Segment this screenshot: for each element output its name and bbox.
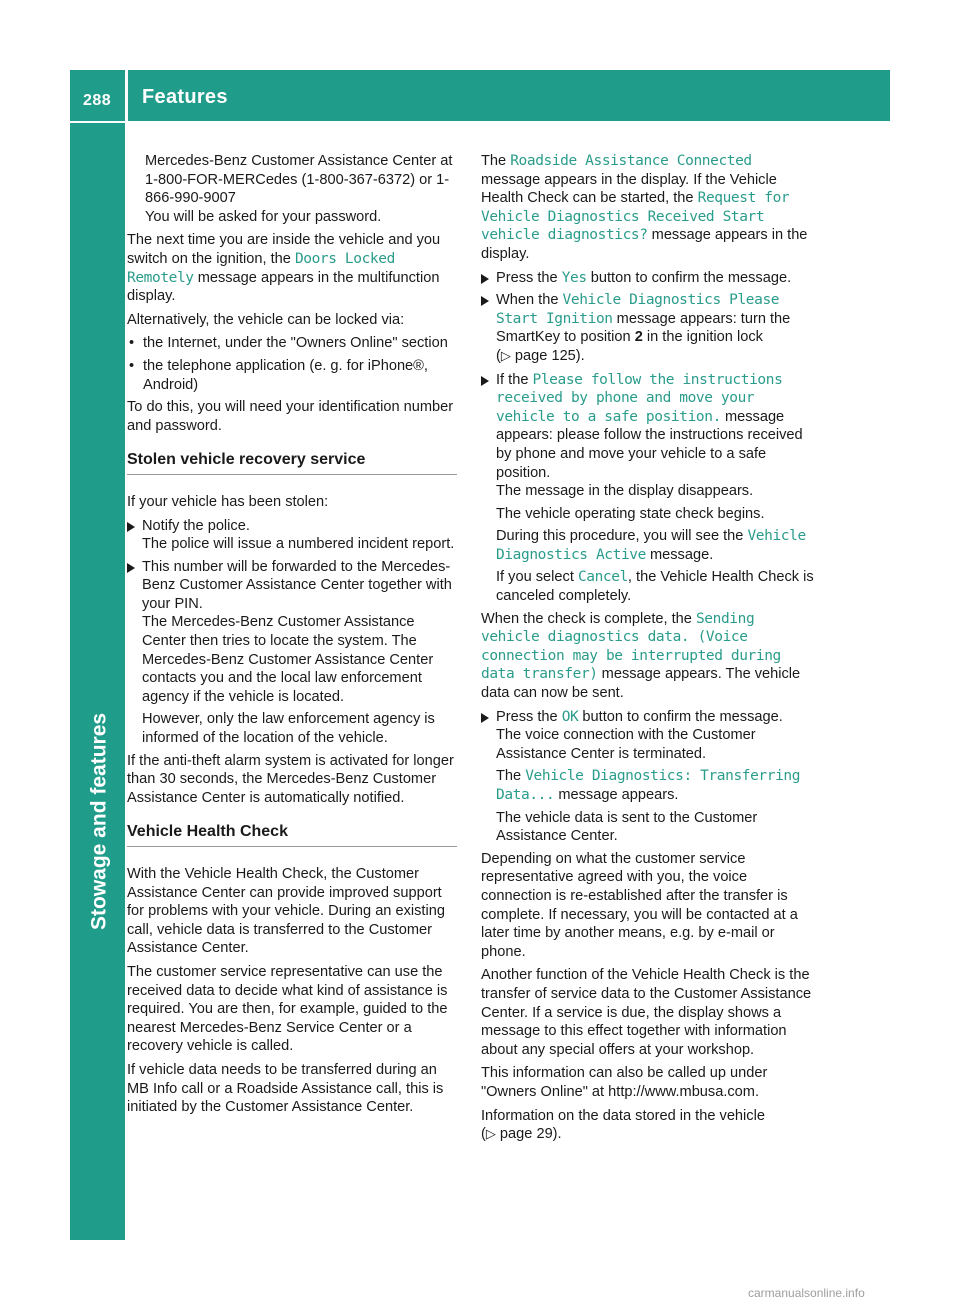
- step-start-ignition: When the Vehicle Diagnostics Please Start Ignition message appears: turn the SmartKey to position 2 in the ignition lock (▷ page 125).: [481, 291, 815, 366]
- display-message-roadside: Roadside Assistance Connected: [510, 153, 752, 169]
- paragraph-owners-online: This information can also be called up under "Owners Online" at http://www.mbusa.com.: [481, 1065, 768, 1100]
- paragraph-identification: To do this, you will need your identification number and password.: [127, 399, 454, 434]
- step-arrow-icon: [481, 376, 489, 386]
- paragraph-anti-theft: If the anti-theft alarm system is activated for longer than 30 seconds, the Mercedes-Benz Customer Assistance Center is automatically notified.: [127, 752, 454, 806]
- display-button-cancel: Cancel: [577, 569, 628, 586]
- paragraph-health-check-2: The customer service representative can use the received data to decide what kind of assistance is required. You are then, for example, guided to the nearest Mercedes-Benz Service Center or a recovery vehicle is called.: [127, 963, 448, 1055]
- bullet-internet: • the Internet, under the "Owners Online" section: [127, 334, 461, 353]
- display-message-sending-data: Sending vehicle diagnostics data. (Voice connection may be interrupted during data transfer): [481, 610, 781, 683]
- step-press-ok: Press the OK button to confirm the message. The voice connection with the Customer Assistance Center is terminated. The Vehicle Diagnostics: Transferring Data... message appears. The vehicle data is sent to the Customer Assistance Center.: [481, 708, 815, 846]
- display-message-start-ignition: Vehicle Diagnostics Please Start Ignition: [496, 292, 780, 327]
- page-reference[interactable]: page 29).: [495, 1126, 562, 1143]
- page-ref-icon: ▷: [500, 348, 511, 364]
- paragraph-data-stored: Information on the data stored in the vehicle (▷ page 29).: [481, 1107, 765, 1143]
- display-button-ok: OK: [561, 708, 579, 725]
- display-message-request-diagnostics: Request for Vehicle Diagnostics Received Start vehicle diagnostics?: [481, 190, 790, 244]
- step-follow-instructions: If the Please follow the instructions received by phone and move your vehicle to a safe position. message appears: please follow the instructions received by phone and move your vehicle to a safe position. The message in the display disappears. The vehicle operating state check begins. During this procedure, you will see the Vehicle Diagnostics Active message. If you select Cancel, the Vehicle Health Check is canceled completely.: [481, 371, 815, 606]
- page-reference[interactable]: page 125).: [510, 347, 585, 364]
- page-ref-icon: ▷: [485, 1127, 496, 1143]
- step-notify-police: Notify the police. The police will issue a numbered incident report.: [127, 517, 461, 554]
- paragraph-check-complete: When the check is complete, the Sending vehicle diagnostics data. (Voice connection may be interrupted during data transfer) message appears. The vehicle data can now be sent.: [481, 610, 801, 702]
- paragraph-contact: Mercedes-Benz Customer Assistance Center at 1-800-FOR-MERCedes (1-800-367-6372) or 1-866-990-9007 You will be asked for your password.: [145, 153, 453, 225]
- paragraph-depending: Depending on what the customer service representative agreed with you, the voice connection is re-established after the transfer is complete. If necessary, you will be contacted at a later time by another means, e.g. by e-mail or phone.: [481, 850, 798, 960]
- display-message-follow-instructions: Please follow the instructions received by phone and move your vehicle to a safe position.: [496, 371, 783, 425]
- heading-vehicle-health-check: Vehicle Health Check: [127, 823, 457, 847]
- header-bar: [128, 70, 890, 121]
- step-number-forwarded: This number will be forwarded to the Mercedes-Benz Customer Assistance Center together with your PIN. The Mercedes-Benz Customer Assistance Center then tries to locate the system. The Mercedes-Benz Customer Assistance Center contacts you and the local law enforcement agency if the vehicle is located. However, only the law enforcement agency is informed of the location of the vehicle.: [127, 558, 461, 748]
- side-chapter-label: Stowage and features: [87, 712, 111, 930]
- paragraph-stolen: If your vehicle has been stolen:: [127, 493, 329, 510]
- display-button-yes: Yes: [561, 269, 587, 286]
- paragraph-next-time: The next time you are inside the vehicle and you switch on the ignition, the Doors Locked Remotely message appears in the multifunction display.: [127, 232, 441, 305]
- left-column: [127, 152, 461, 1122]
- paragraph-roadside-connected: The Roadside Assistance Connected message appears in the display. If the Vehicle Health Check can be started, the Request for Vehicle Diagnostics Received Start vehicle diagnostics? message appears in the display.: [481, 153, 808, 262]
- side-tab-gap: [70, 1240, 125, 1280]
- step-arrow-icon: [481, 274, 489, 284]
- section-title: Features: [142, 86, 228, 108]
- display-message-doors-locked: Doors Locked Remotely: [127, 250, 395, 286]
- paragraph-alternatively: Alternatively, the vehicle can be locked via:: [127, 311, 405, 328]
- page-number: 288: [83, 92, 112, 109]
- display-message-diagnostics-active: Vehicle Diagnostics Active: [496, 528, 806, 563]
- step-arrow-icon: [481, 713, 489, 723]
- right-column: [481, 152, 815, 1150]
- step-arrow-icon: [127, 563, 135, 573]
- paragraph-health-check-3: If vehicle data needs to be transferred during an MB Info call or a Roadside Assistance call, this is initiated by the Customer Assistance Center.: [127, 1061, 444, 1116]
- display-message-transferring: Vehicle Diagnostics: Transferring Data...: [496, 768, 801, 803]
- heading-stolen-vehicle: Stolen vehicle recovery service: [127, 451, 457, 475]
- step-arrow-icon: [481, 296, 489, 306]
- paragraph-health-check-1: With the Vehicle Health Check, the Customer Assistance Center can provide improved support for problems with your vehicle. During an existing call, vehicle data is transferred to the Customer Assistance Center.: [127, 866, 445, 957]
- paragraph-another-function: Another function of the Vehicle Health Check is the transfer of service data to the Customer Assistance Center. If a service is due, the display shows a message to this effect together with information about any special offers at your workshop.: [481, 967, 812, 1058]
- step-arrow-icon: [127, 522, 135, 532]
- step-press-yes: Press the Yes button to confirm the message.: [481, 269, 815, 288]
- watermark: carmanualsonline.info: [748, 1286, 865, 1300]
- bullet-telephone: • the telephone application (e. g. for iPhone®, Android): [127, 357, 461, 394]
